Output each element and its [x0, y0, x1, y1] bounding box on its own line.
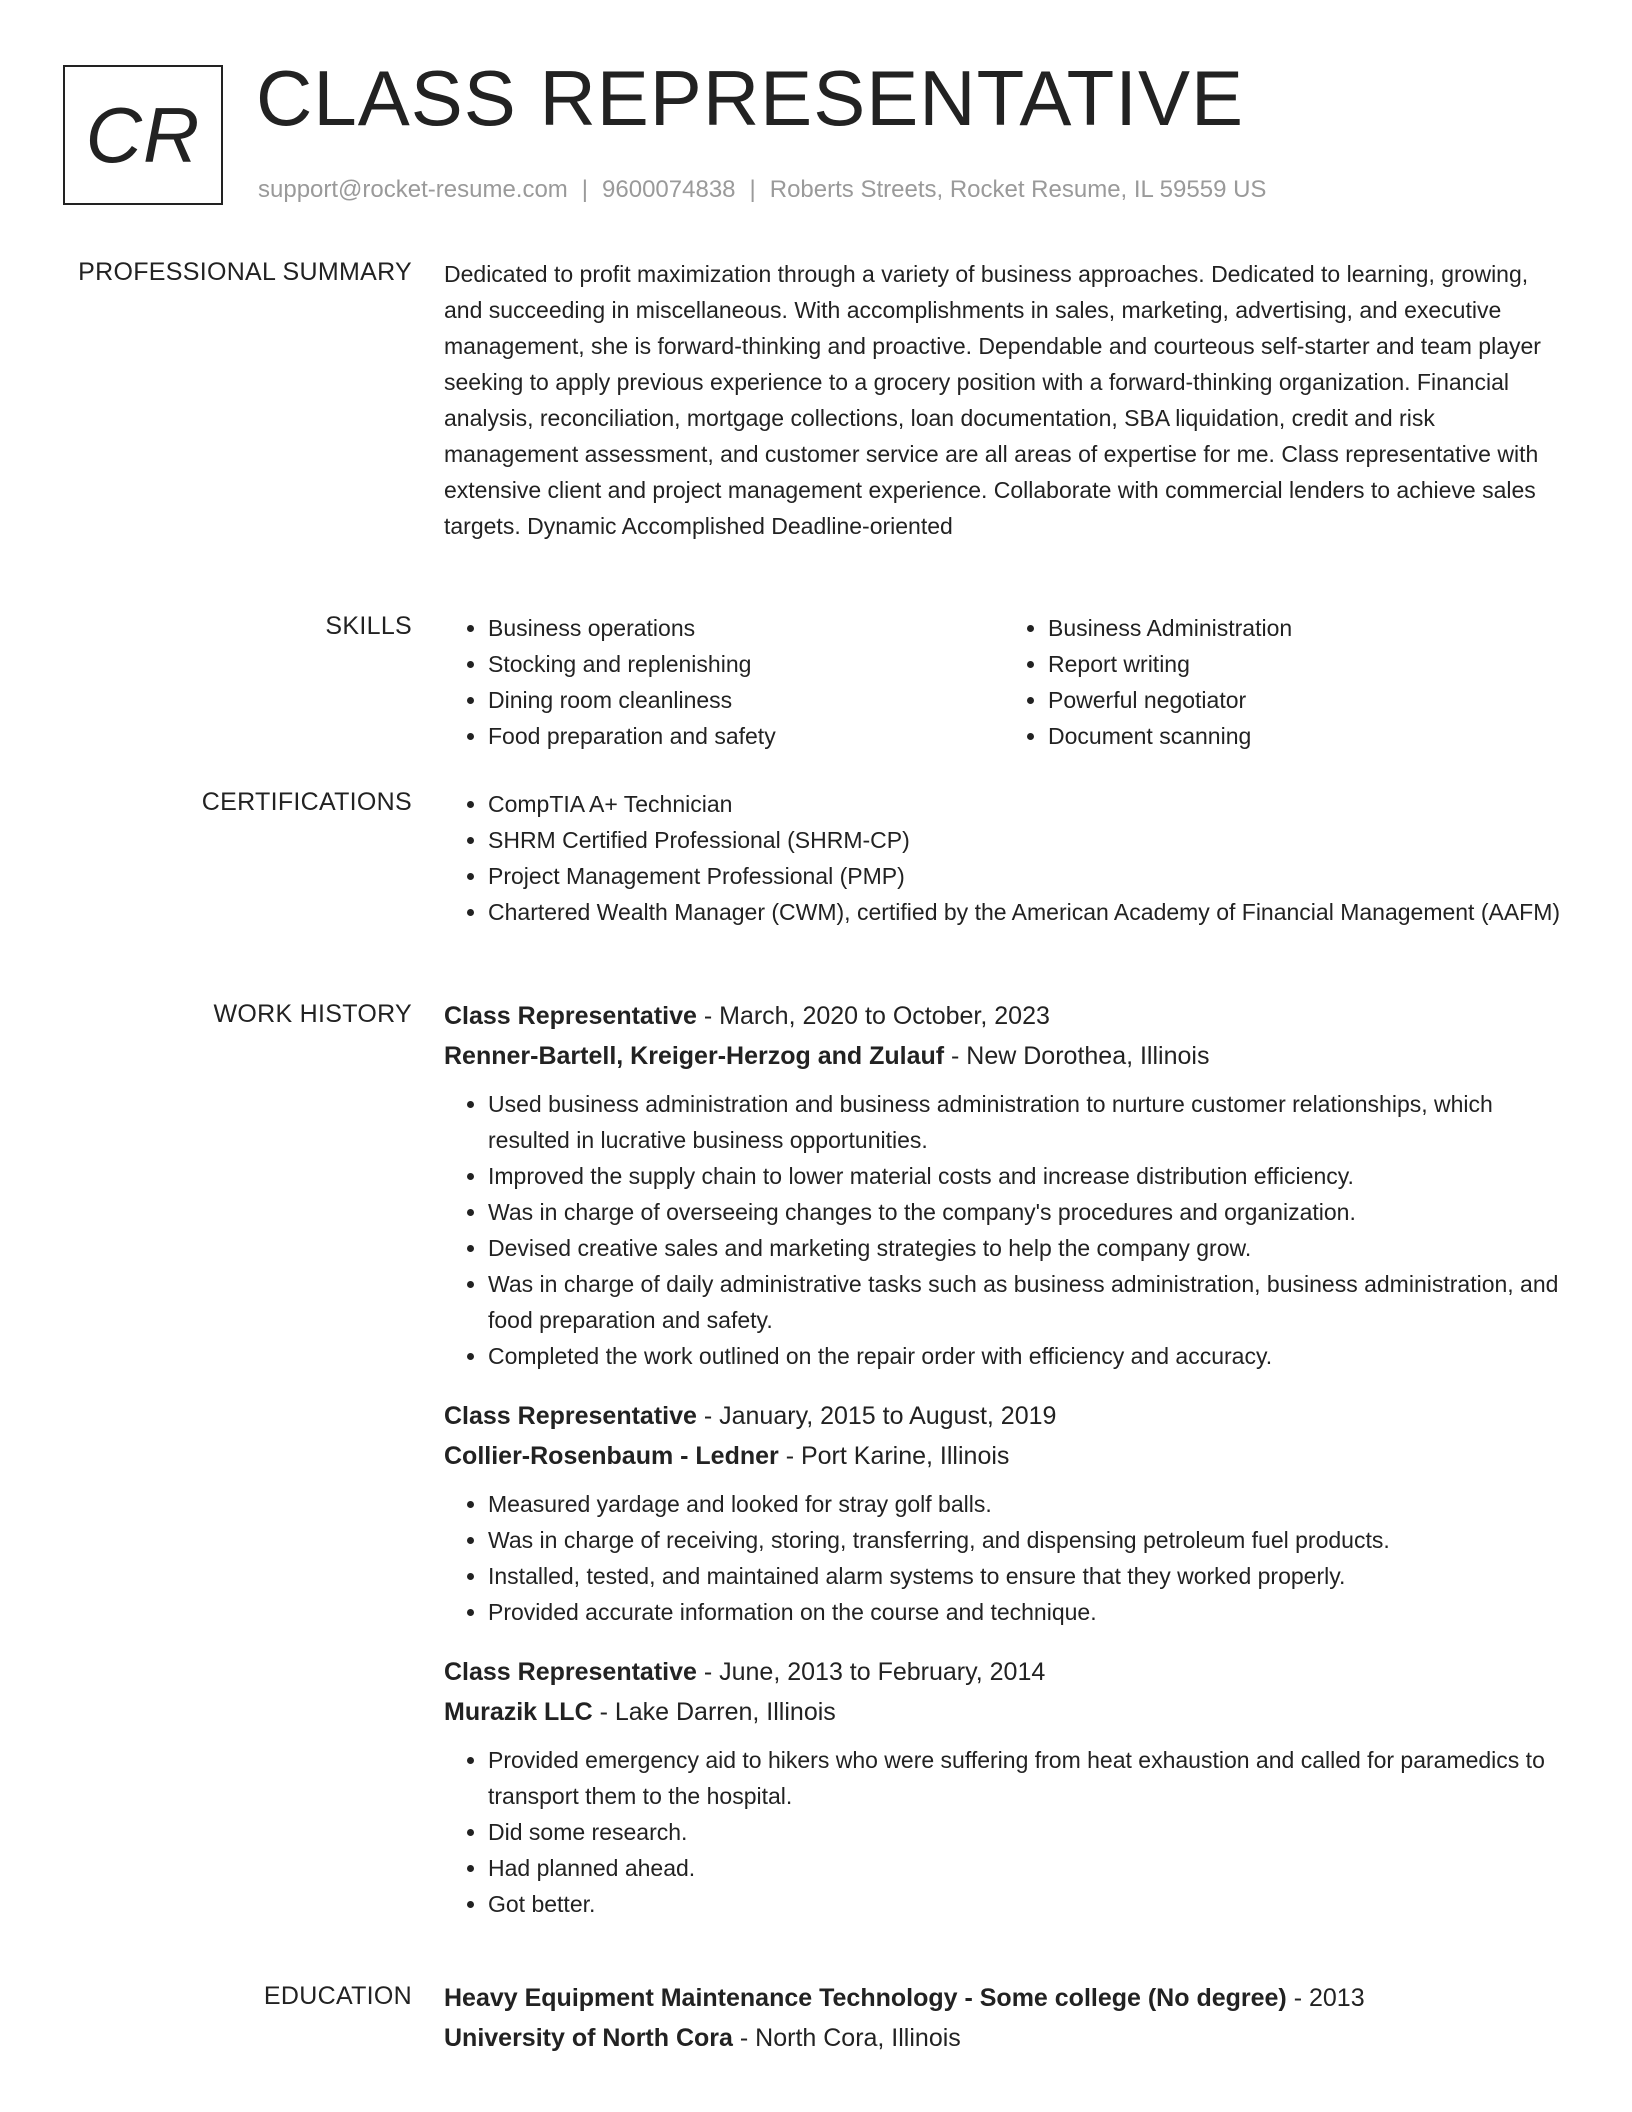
contact-line	[258, 176, 1266, 204]
certification-item: • Chartered Wealth Manager (CWM), certified by the American Academy of Financial Management (AAFM)	[488, 894, 1564, 930]
job-bullet: • Provided accurate information on the course and technique.	[488, 1594, 1564, 1630]
certification-item: • SHRM Certified Professional (SHRM-CP)	[488, 822, 1564, 858]
company-line	[444, 1692, 1564, 1732]
work-history-content	[444, 996, 1564, 1922]
job-bullet: • Provided emergency aid to hikers who were suffering from heat exhaustion and called for paramedics to transport them to the hospital.	[488, 1742, 1564, 1814]
education-label: EDUCATION	[263, 1982, 412, 2010]
skills-list-left	[444, 610, 1004, 754]
contact-separator: |	[749, 176, 756, 203]
monogram-box	[63, 65, 223, 205]
work-history-label: WORK HISTORY	[213, 1000, 412, 1028]
skills-grid	[444, 610, 1564, 754]
certification-item: • CompTIA A+ Technician	[488, 786, 1564, 822]
job-title: Class Representative	[444, 1002, 697, 1030]
job-title-line	[444, 1396, 1564, 1436]
skills-list-right	[1004, 610, 1564, 754]
job-bullet: • Installed, tested, and maintained alarm systems to ensure that they worked properly.	[488, 1558, 1564, 1594]
job-bullets	[444, 1486, 1564, 1630]
company-location: - Port Karine, Illinois	[778, 1442, 1010, 1470]
degree-year: - 2013	[1286, 1984, 1365, 2012]
monogram-initials: CR	[85, 90, 201, 179]
contact-separator: |	[581, 176, 589, 203]
job-bullet: • Got better.	[488, 1886, 1564, 1922]
contact-phone: 9600074838	[602, 176, 736, 203]
school-line	[444, 2018, 1564, 2058]
job-entry	[444, 996, 1564, 1374]
company-name: Collier-Rosenbaum - Ledner	[444, 1442, 779, 1470]
certification-item: • Project Management Professional (PMP)	[488, 858, 1564, 894]
company-name: Murazik LLC	[444, 1698, 593, 1726]
skill-item: • Document scanning	[1048, 718, 1564, 754]
job-dates: - January, 2015 to August, 2019	[696, 1402, 1057, 1430]
job-bullets	[444, 1742, 1564, 1922]
certifications-list	[444, 786, 1564, 930]
skills-label: SKILLS	[325, 612, 412, 640]
job-bullet: • Completed the work outlined on the repair order with efficiency and accuracy.	[488, 1338, 1564, 1374]
skill-item: • Powerful negotiator	[1048, 682, 1564, 718]
summary-label: PROFESSIONAL SUMMARY	[78, 258, 412, 286]
job-bullet: • Measured yardage and looked for stray golf balls.	[488, 1486, 1564, 1522]
job-title: Class Representative	[444, 1658, 697, 1686]
job-bullet: • Improved the supply chain to lower material costs and increase distribution efficiency.	[488, 1158, 1564, 1194]
job-bullets	[444, 1086, 1564, 1374]
skill-item: • Report writing	[1048, 646, 1564, 682]
skill-item: • Dining room cleanliness	[488, 682, 1004, 718]
certifications-label: CERTIFICATIONS	[201, 788, 412, 816]
company-name: Renner-Bartell, Kreiger-Herzog and Zulauf	[444, 1042, 945, 1070]
certifications-content	[444, 786, 1564, 930]
job-title-line	[444, 1652, 1564, 1692]
company-location: - New Dorothea, Illinois	[944, 1042, 1210, 1070]
school-name: University of North Cora	[444, 2024, 733, 2052]
education-content	[444, 1978, 1564, 2058]
job-entry	[444, 1652, 1564, 1922]
degree-name: Heavy Equipment Maintenance Technology - Some college (No degree)	[444, 1984, 1287, 2012]
skill-item: • Business operations	[488, 610, 1004, 646]
degree-line	[444, 1978, 1564, 2018]
skill-item: • Stocking and replenishing	[488, 646, 1004, 682]
job-bullet: • Was in charge of overseeing changes to the company's procedures and organization.	[488, 1194, 1564, 1230]
skill-item: • Business Administration	[1048, 610, 1564, 646]
company-line	[444, 1036, 1564, 1076]
job-dates: - March, 2020 to October, 2023	[696, 1002, 1050, 1030]
contact-address: Roberts Streets, Rocket Resume, IL 59559 US	[769, 176, 1267, 203]
job-dates: - June, 2013 to February, 2014	[696, 1658, 1046, 1686]
skill-item: • Food preparation and safety	[488, 718, 1004, 754]
contact-email: support@rocket-resume.com	[258, 176, 568, 203]
job-bullet: • Was in charge of receiving, storing, transferring, and dispensing petroleum fuel products.	[488, 1522, 1564, 1558]
school-location: - North Cora, Illinois	[732, 2024, 961, 2052]
job-title-line	[444, 996, 1564, 1036]
job-bullet: • Was in charge of daily administrative tasks such as business administration, business administration, and food preparation and safety.	[488, 1266, 1564, 1338]
job-bullet: • Had planned ahead.	[488, 1850, 1564, 1886]
summary-text: Dedicated to profit maximization through a variety of business approaches. Dedicated to learning, growing, and succeeding in miscellaneous. With accomplishments in sales, marketing, advertising, and executive management, she is forward-thinking and proactive. Dependable and courteous self-starter and team player seeking to apply previous experience to a grocery position with a forward-thinking organization. Financial analysis, reconciliation, mortgage collections, loan documentation, SBA liquidation, credit and risk management assessment, and customer service are all areas of expertise for me. Class representative with extensive client and project management experience. Collaborate with commercial lenders to achieve sales targets. Dynamic Accomplished Deadline-oriented	[444, 261, 1541, 539]
company-line	[444, 1436, 1564, 1476]
resume-name: CLASS REPRESENTATIVE	[256, 54, 1245, 142]
job-bullet: • Used business administration and business administration to nurture customer relationships, which resulted in lucrative business opportunities.	[488, 1086, 1564, 1158]
company-location: - Lake Darren, Illinois	[592, 1698, 836, 1726]
job-bullet: • Did some research.	[488, 1814, 1564, 1850]
job-entry	[444, 1396, 1564, 1630]
job-bullet: • Devised creative sales and marketing strategies to help the company grow.	[488, 1230, 1564, 1266]
job-title: Class Representative	[444, 1402, 697, 1430]
